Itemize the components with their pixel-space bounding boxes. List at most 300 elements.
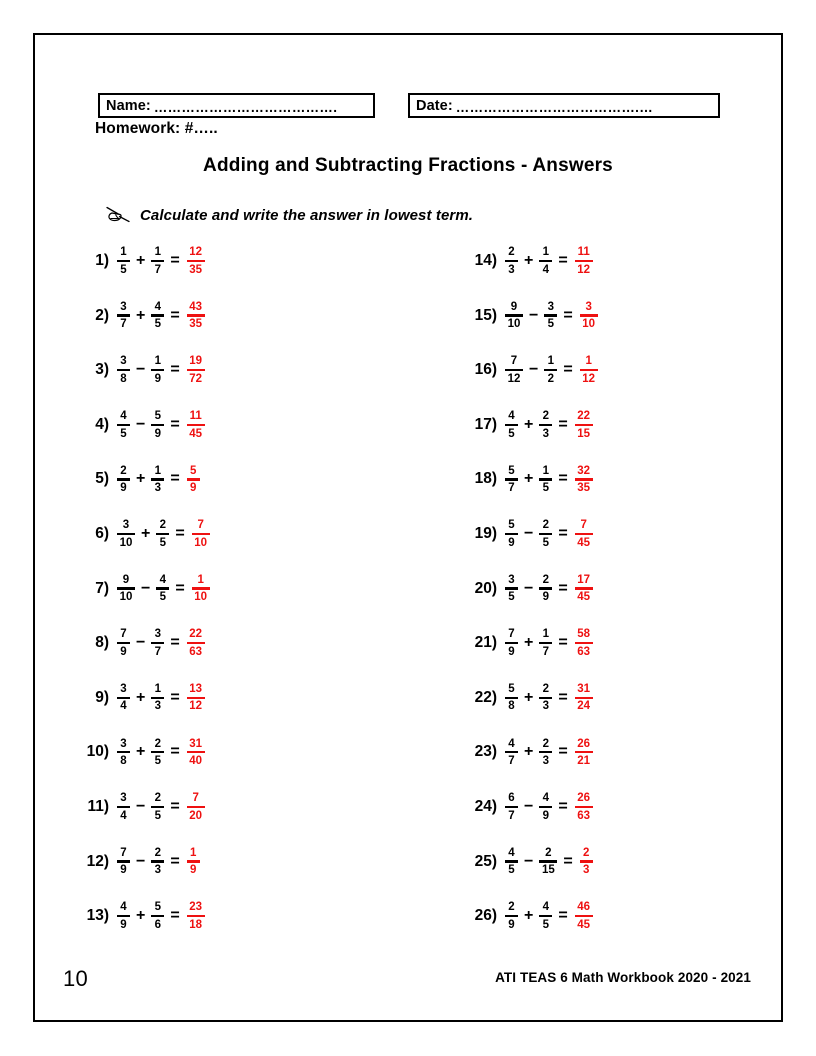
operand-b-fraction: [151, 847, 164, 877]
operator-symbol: −: [524, 524, 534, 542]
answer-numerator: 11: [189, 409, 202, 422]
operand-a-fraction-bar: [505, 697, 518, 699]
operand-b-fraction: [151, 465, 164, 495]
operand-a-fraction: [117, 246, 130, 276]
operand-a-numerator: 7: [120, 628, 127, 641]
operand-b-fraction: [151, 901, 164, 931]
operand-b-fraction: [539, 465, 552, 495]
problem-number: 20): [474, 579, 497, 597]
operand-b-numerator: 2: [542, 519, 550, 532]
homework-label: Homework: #…..: [95, 120, 218, 137]
problem-item: [463, 842, 783, 882]
problem-number: 19): [474, 524, 497, 542]
problem-number: 8): [95, 634, 109, 652]
operand-a-fraction-bar: [505, 314, 523, 316]
equals-symbol: =: [558, 907, 568, 925]
operator-symbol: −: [136, 415, 146, 433]
answer-fraction: [580, 355, 598, 385]
answer-numerator: 11: [577, 246, 590, 259]
operand-a-fraction-bar: [117, 369, 130, 371]
problem-number: 1): [95, 252, 109, 269]
equals-symbol: =: [558, 743, 568, 761]
operand-b-fraction: [156, 574, 169, 604]
operand-a-fraction: [117, 792, 130, 822]
operand-b-denominator: 3: [542, 755, 550, 768]
operand-b-fraction: [539, 519, 552, 549]
problem-item: [75, 569, 408, 609]
operand-b-fraction: [539, 683, 552, 713]
answer-denominator: 35: [189, 318, 203, 331]
operand-a-numerator: 4: [508, 737, 515, 750]
problem-number: 2): [95, 306, 109, 324]
name-dotted-line: ………………………………….: [153, 100, 338, 115]
operand-a-fraction-bar: [117, 642, 130, 644]
operand-a-numerator: 5: [508, 519, 515, 532]
answer-fraction: [187, 246, 205, 276]
problem-item: [75, 896, 408, 936]
instruction-text: Calculate and write the answer in lowest term.: [140, 206, 474, 224]
problem-number: 26): [474, 907, 497, 925]
operand-b-numerator: 4: [542, 792, 550, 805]
operator-symbol: +: [136, 688, 146, 706]
operand-a-denominator: 10: [119, 536, 133, 549]
answer-denominator: 15: [577, 427, 591, 440]
answer-numerator: 43: [189, 300, 203, 313]
answer-numerator: 7: [580, 519, 587, 532]
operand-a-denominator: 5: [508, 591, 515, 604]
operand-b-denominator: 3: [542, 427, 550, 440]
operator-symbol: −: [529, 306, 539, 324]
answer-fraction-bar: [187, 642, 205, 644]
answer-denominator: 12: [582, 372, 596, 385]
answer-denominator: 10: [194, 591, 208, 604]
operand-b-fraction: [544, 301, 557, 331]
operand-b-fraction-bar: [539, 751, 552, 753]
operand-a-fraction: [117, 574, 135, 604]
operand-a-denominator: 9: [120, 482, 127, 495]
operand-b-fraction: [539, 738, 552, 768]
problem-item: [75, 842, 408, 882]
operand-a-fraction: [117, 410, 130, 440]
operator-symbol: −: [136, 797, 146, 815]
answer-denominator: 45: [577, 591, 591, 604]
operand-b-fraction-bar: [151, 642, 164, 644]
operand-b-fraction: [151, 410, 164, 440]
answer-fraction-bar: [575, 751, 593, 753]
operand-a-fraction: [505, 355, 523, 385]
equals-symbol: =: [170, 634, 180, 652]
problem-item: [463, 732, 783, 772]
answer-numerator: 1: [197, 573, 204, 586]
answer-numerator: 13: [189, 682, 203, 695]
operand-b-numerator: 2: [542, 737, 550, 750]
operand-b-numerator: 1: [542, 628, 550, 641]
operand-b-fraction: [156, 519, 169, 549]
answer-fraction: [187, 628, 205, 658]
operand-a-denominator: 5: [508, 427, 515, 440]
operand-b-numerator: 1: [154, 682, 162, 695]
date-label: Date:: [416, 97, 453, 114]
operand-b-fraction-bar: [151, 915, 164, 917]
operand-a-denominator: 9: [508, 645, 515, 658]
equals-symbol: =: [170, 415, 180, 433]
operand-b-denominator: 5: [154, 318, 162, 331]
operand-b-numerator: 5: [154, 409, 162, 422]
operand-b-numerator: 1: [542, 246, 550, 259]
problem-item: [75, 241, 408, 281]
operand-a-denominator: 9: [508, 918, 515, 931]
operand-a-fraction-bar: [117, 915, 130, 917]
operator-symbol: +: [524, 743, 534, 761]
operand-a-fraction-bar: [505, 587, 518, 589]
answer-fraction: [187, 847, 200, 877]
operand-a-numerator: 2: [508, 901, 515, 914]
operand-a-numerator: 3: [122, 519, 130, 532]
worksheet-content: [33, 33, 783, 1022]
operand-a-denominator: 4: [120, 809, 127, 822]
answer-fraction-bar: [575, 478, 593, 480]
operand-a-denominator: 9: [120, 864, 127, 877]
operand-a-denominator: 7: [508, 482, 515, 495]
operand-b-fraction: [539, 847, 557, 877]
problem-number: 11): [87, 797, 109, 815]
answer-numerator: 12: [189, 246, 203, 259]
operand-a-fraction-bar: [117, 314, 130, 316]
equals-symbol: =: [170, 852, 180, 870]
operand-b-denominator: 9: [154, 372, 162, 385]
equals-symbol: =: [170, 907, 180, 925]
operand-a-fraction: [505, 301, 523, 331]
operand-a-fraction: [117, 901, 130, 931]
operand-a-fraction: [505, 519, 518, 549]
answer-fraction: [575, 738, 593, 768]
operand-b-numerator: 2: [154, 846, 162, 859]
answer-numerator: 32: [577, 464, 591, 477]
operand-a-fraction-bar: [505, 915, 518, 917]
date-dotted-line: ………………………………….…: [455, 100, 654, 115]
operand-a-fraction: [505, 792, 518, 822]
operand-b-denominator: 7: [542, 645, 550, 658]
answer-denominator: 10: [194, 536, 208, 549]
operand-b-numerator: 2: [542, 682, 550, 695]
answer-denominator: 63: [577, 809, 591, 822]
operand-a-numerator: 3: [508, 573, 515, 586]
operand-a-fraction: [117, 519, 135, 549]
operand-b-numerator: 3: [154, 628, 162, 641]
answer-denominator: 72: [189, 372, 203, 385]
equals-symbol: =: [558, 470, 568, 488]
operator-symbol: +: [524, 688, 534, 706]
answer-fraction-bar: [580, 860, 593, 862]
operator-symbol: +: [524, 252, 534, 269]
answer-denominator: 35: [577, 482, 591, 495]
problems-columns: [33, 241, 783, 951]
answer-denominator: 10: [582, 318, 596, 331]
problem-item: [75, 678, 408, 718]
operand-b-fraction: [151, 628, 164, 658]
answer-fraction-bar: [192, 533, 210, 535]
operand-b-fraction-bar: [544, 314, 557, 316]
answer-numerator: 58: [577, 628, 591, 641]
answer-fraction-bar: [187, 751, 205, 753]
problem-number: 16): [474, 361, 497, 379]
operand-b-numerator: 2: [542, 573, 550, 586]
answer-fraction-bar: [187, 314, 205, 316]
operand-a-numerator: 9: [510, 300, 518, 313]
operand-a-denominator: 8: [508, 700, 515, 713]
operand-a-fraction: [505, 738, 518, 768]
answer-numerator: 2: [582, 846, 590, 859]
operand-a-denominator: 10: [119, 591, 133, 604]
operand-b-denominator: 7: [154, 645, 162, 658]
operand-b-denominator: 5: [159, 591, 167, 604]
operand-a-fraction: [505, 465, 518, 495]
operand-a-numerator: 3: [120, 737, 127, 750]
operand-a-denominator: 10: [507, 318, 521, 331]
operator-symbol: +: [136, 907, 146, 925]
answer-numerator: 3: [585, 300, 592, 313]
problem-item: [463, 296, 783, 336]
operand-b-fraction: [539, 574, 552, 604]
operand-a-numerator: 5: [508, 682, 515, 695]
answer-numerator: 22: [189, 628, 203, 641]
operand-b-denominator: 5: [159, 536, 167, 549]
operand-b-fraction-bar: [151, 806, 164, 808]
name-label: Name:: [106, 97, 151, 114]
answer-denominator: 40: [189, 755, 203, 768]
operand-a-fraction-bar: [505, 424, 518, 426]
answer-denominator: 45: [189, 427, 203, 440]
operand-b-denominator: 9: [542, 591, 550, 604]
answer-denominator: 12: [189, 700, 203, 713]
equals-symbol: =: [170, 361, 180, 379]
problem-item: [463, 514, 783, 554]
page-title: Adding and Subtracting Fractions - Answers: [203, 155, 613, 176]
operand-b-numerator: 1: [154, 464, 162, 477]
operand-b-denominator: 5: [154, 755, 162, 768]
answer-fraction-bar: [575, 424, 593, 426]
operand-b-denominator: 9: [154, 427, 162, 440]
operand-a-fraction: [117, 628, 130, 658]
equals-symbol: =: [170, 252, 180, 269]
problem-number: 23): [474, 743, 497, 761]
answer-fraction-bar: [580, 314, 598, 316]
operand-a-fraction-bar: [505, 478, 518, 480]
operand-b-denominator: 7: [154, 263, 162, 276]
equals-symbol: =: [170, 470, 180, 488]
operand-a-denominator: 5: [508, 864, 515, 877]
operand-b-fraction-bar: [151, 424, 164, 426]
answer-denominator: 18: [189, 918, 203, 931]
answer-fraction-bar: [187, 915, 205, 917]
equals-symbol: =: [558, 688, 568, 706]
operand-a-fraction-bar: [117, 533, 135, 535]
answer-fraction-bar: [187, 369, 205, 371]
operand-a-denominator: 8: [120, 372, 127, 385]
operand-b-fraction-bar: [151, 697, 164, 699]
operand-a-fraction-bar: [117, 806, 130, 808]
operand-b-fraction: [539, 792, 552, 822]
operand-a-fraction-bar: [117, 860, 130, 862]
answer-denominator: 63: [577, 645, 591, 658]
operand-a-numerator: 7: [120, 846, 127, 859]
problem-number: 24): [474, 797, 497, 815]
operand-a-numerator: 5: [508, 464, 515, 477]
answer-denominator: 9: [189, 482, 197, 495]
operand-a-fraction-bar: [117, 697, 130, 699]
operand-b-fraction-bar: [544, 369, 557, 371]
answer-denominator: 45: [577, 536, 591, 549]
operand-a-fraction: [117, 847, 130, 877]
operator-symbol: +: [141, 524, 151, 542]
operand-b-fraction-bar: [539, 587, 552, 589]
page-number: 10: [63, 966, 89, 991]
answer-numerator: 26: [577, 737, 591, 750]
answer-denominator: 20: [189, 809, 203, 822]
equals-symbol: =: [558, 797, 568, 815]
equals-symbol: =: [170, 743, 180, 761]
operand-b-denominator: 3: [542, 700, 550, 713]
operand-a-numerator: 3: [120, 355, 127, 368]
answer-fraction-bar: [187, 478, 200, 480]
operand-a-numerator: 3: [120, 300, 127, 313]
answer-fraction-bar: [187, 424, 205, 426]
problem-number: 12): [86, 852, 109, 870]
operator-symbol: −: [524, 797, 534, 815]
answer-numerator: 31: [189, 737, 203, 750]
operand-a-denominator: 9: [508, 536, 515, 549]
operand-b-fraction-bar: [539, 915, 552, 917]
equals-symbol: =: [558, 524, 568, 542]
operand-a-fraction-bar: [505, 369, 523, 371]
pen-nib-icon: [105, 205, 131, 225]
operand-b-numerator: 2: [154, 737, 162, 750]
problem-item: [463, 569, 783, 609]
operand-a-fraction-bar: [505, 806, 518, 808]
answer-fraction: [580, 847, 593, 877]
operator-symbol: −: [529, 361, 539, 379]
operand-b-fraction-bar: [539, 860, 557, 862]
operand-b-numerator: 5: [154, 901, 162, 914]
operand-a-fraction: [505, 410, 518, 440]
problem-item: [75, 514, 408, 554]
answer-fraction-bar: [575, 915, 593, 917]
operand-a-denominator: 7: [508, 809, 515, 822]
operand-a-fraction: [505, 574, 518, 604]
answer-fraction: [187, 465, 200, 495]
operand-a-fraction: [117, 683, 130, 713]
problem-item: [463, 623, 783, 663]
answer-fraction: [580, 301, 598, 331]
operand-b-denominator: 9: [542, 809, 550, 822]
operator-symbol: +: [136, 470, 146, 488]
problem-item: [75, 787, 408, 827]
problem-item: [463, 787, 783, 827]
operand-b-fraction-bar: [151, 369, 164, 371]
operand-a-fraction: [505, 901, 518, 931]
operator-symbol: −: [524, 579, 534, 597]
equals-symbol: =: [563, 361, 573, 379]
operator-symbol: +: [524, 415, 534, 433]
operator-symbol: −: [136, 361, 146, 379]
operand-a-fraction-bar: [117, 587, 135, 589]
problem-number: 25): [474, 852, 497, 870]
answer-numerator: 22: [577, 409, 591, 422]
operand-b-denominator: 5: [542, 536, 550, 549]
operand-a-denominator: 5: [120, 263, 127, 276]
problem-number: 7): [95, 579, 109, 597]
problem-item: [75, 623, 408, 663]
answer-numerator: 26: [577, 792, 591, 805]
operand-b-fraction-bar: [151, 314, 164, 316]
operand-b-numerator: 1: [542, 464, 550, 477]
answer-numerator: 31: [577, 682, 591, 695]
problem-number: 4): [95, 415, 109, 433]
answer-fraction-bar: [575, 260, 593, 262]
operand-a-numerator: 3: [120, 682, 127, 695]
answer-fraction: [575, 628, 593, 658]
answer-denominator: 45: [577, 918, 591, 931]
answer-fraction: [187, 901, 205, 931]
problem-number: 13): [86, 907, 109, 925]
operand-a-numerator: 6: [508, 792, 515, 805]
operand-a-numerator: 3: [120, 792, 127, 805]
name-field[interactable]: [98, 93, 375, 118]
operand-a-fraction: [117, 738, 130, 768]
operand-b-numerator: 2: [159, 519, 167, 532]
operand-b-fraction-bar: [539, 424, 552, 426]
answer-denominator: 35: [189, 263, 203, 276]
answer-fraction: [187, 792, 205, 822]
operand-a-numerator: 2: [508, 246, 515, 259]
operand-a-fraction-bar: [117, 478, 130, 480]
operand-a-fraction-bar: [505, 751, 518, 753]
answer-denominator: 63: [189, 645, 203, 658]
operand-a-numerator: 4: [120, 409, 127, 422]
operand-a-fraction-bar: [117, 260, 130, 262]
problem-item: [463, 459, 783, 499]
problem-number: 14): [474, 252, 497, 269]
answer-fraction: [575, 683, 593, 713]
answer-denominator: 12: [577, 263, 591, 276]
operand-a-denominator: 9: [120, 918, 127, 931]
operand-b-fraction-bar: [539, 260, 552, 262]
answer-fraction-bar: [187, 806, 205, 808]
operand-a-numerator: 9: [122, 573, 130, 586]
operand-b-numerator: 2: [545, 846, 552, 859]
problem-item: [463, 678, 783, 718]
problems-column-right: [408, 241, 783, 951]
answer-fraction: [575, 519, 593, 549]
operand-a-fraction: [505, 246, 518, 276]
problem-item: [463, 241, 783, 281]
operand-a-numerator: 4: [508, 846, 515, 859]
operand-b-denominator: 5: [542, 918, 550, 931]
operand-b-fraction-bar: [151, 751, 164, 753]
operand-b-numerator: 3: [547, 300, 555, 313]
equals-symbol: =: [170, 306, 180, 324]
date-field[interactable]: [408, 93, 720, 118]
answer-fraction-bar: [187, 697, 205, 699]
answer-fraction: [187, 683, 205, 713]
operand-b-fraction: [151, 738, 164, 768]
operand-a-fraction-bar: [117, 424, 130, 426]
problem-number: 5): [95, 470, 109, 488]
equals-symbol: =: [563, 306, 573, 324]
operand-b-fraction: [539, 901, 552, 931]
answer-fraction: [575, 465, 593, 495]
operand-b-denominator: 5: [542, 482, 550, 495]
